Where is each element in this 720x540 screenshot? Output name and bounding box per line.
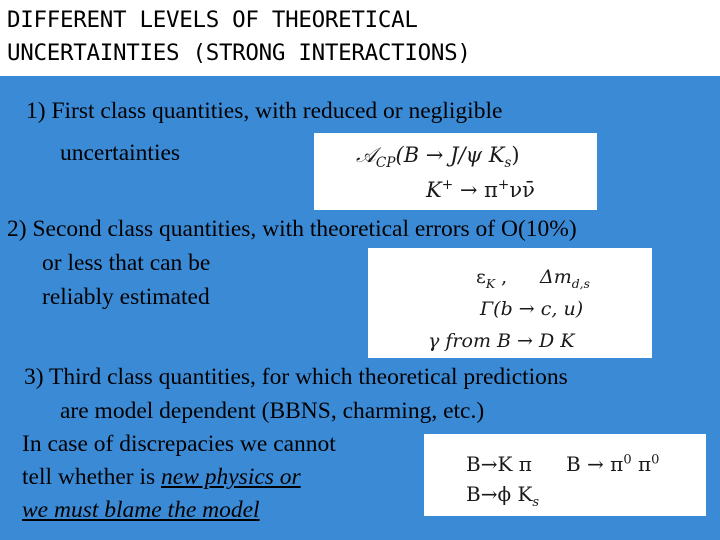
formula-gamma-from: γ from B → D K bbox=[428, 330, 575, 352]
new-physics-emph: new physics or bbox=[161, 464, 301, 490]
item3-line4-plain: tell whether is bbox=[22, 464, 162, 490]
slide-title bbox=[7, 4, 471, 70]
item2-line1: 2) Second class quantities, with theoretical errors of O(10%) bbox=[7, 216, 577, 242]
formula-epsilon-k: $\varepsilon_K$ , bbox=[476, 266, 508, 291]
item3-line5-emph: we must blame the model bbox=[22, 497, 260, 523]
item1-line2: uncertainties bbox=[60, 140, 181, 166]
formula-acp: 𝒜$_{CP}$(B → J/ψ $K_s$) bbox=[356, 143, 520, 172]
item3-line3: In case of discrepacies we cannot bbox=[22, 431, 336, 457]
formula-box-third-class bbox=[424, 434, 706, 516]
formula-b-to-pi-pi: $B \to \pi^0$ $\pi^0$ bbox=[566, 452, 660, 476]
title-line-1: DIFFERENT LEVELS OF THEORETICAL bbox=[7, 7, 418, 33]
item3-line1: 3) Third class quantities, for which theoretical predictions bbox=[24, 364, 568, 390]
item2-line3: reliably estimated bbox=[42, 284, 210, 310]
title-bar bbox=[0, 0, 720, 76]
title-line-2: UNCERTAINTIES (STRONG INTERACTIONS) bbox=[7, 40, 471, 66]
item3-line2: are model dependent (BBNS, charming, etc.) bbox=[60, 398, 485, 424]
item3-line4 bbox=[22, 460, 301, 494]
formula-gamma-b: Γ(b → c, u) bbox=[480, 298, 584, 320]
formula-kaon-decay: K+ → π+νν̄ bbox=[426, 177, 535, 202]
formula-delta-m: $\Delta m_{d,s}$ bbox=[540, 266, 590, 291]
formula-box-first-class bbox=[314, 133, 597, 210]
formula-box-second-class bbox=[368, 248, 652, 358]
formula-b-to-phi-k: B→ϕ $K_s$ bbox=[466, 482, 540, 510]
item1-line1: 1) First class quantities, with reduced or negligible bbox=[26, 98, 503, 124]
item2-line2: or less that can be bbox=[42, 250, 211, 276]
formula-b-to-k-pi: B→K π bbox=[466, 452, 532, 476]
